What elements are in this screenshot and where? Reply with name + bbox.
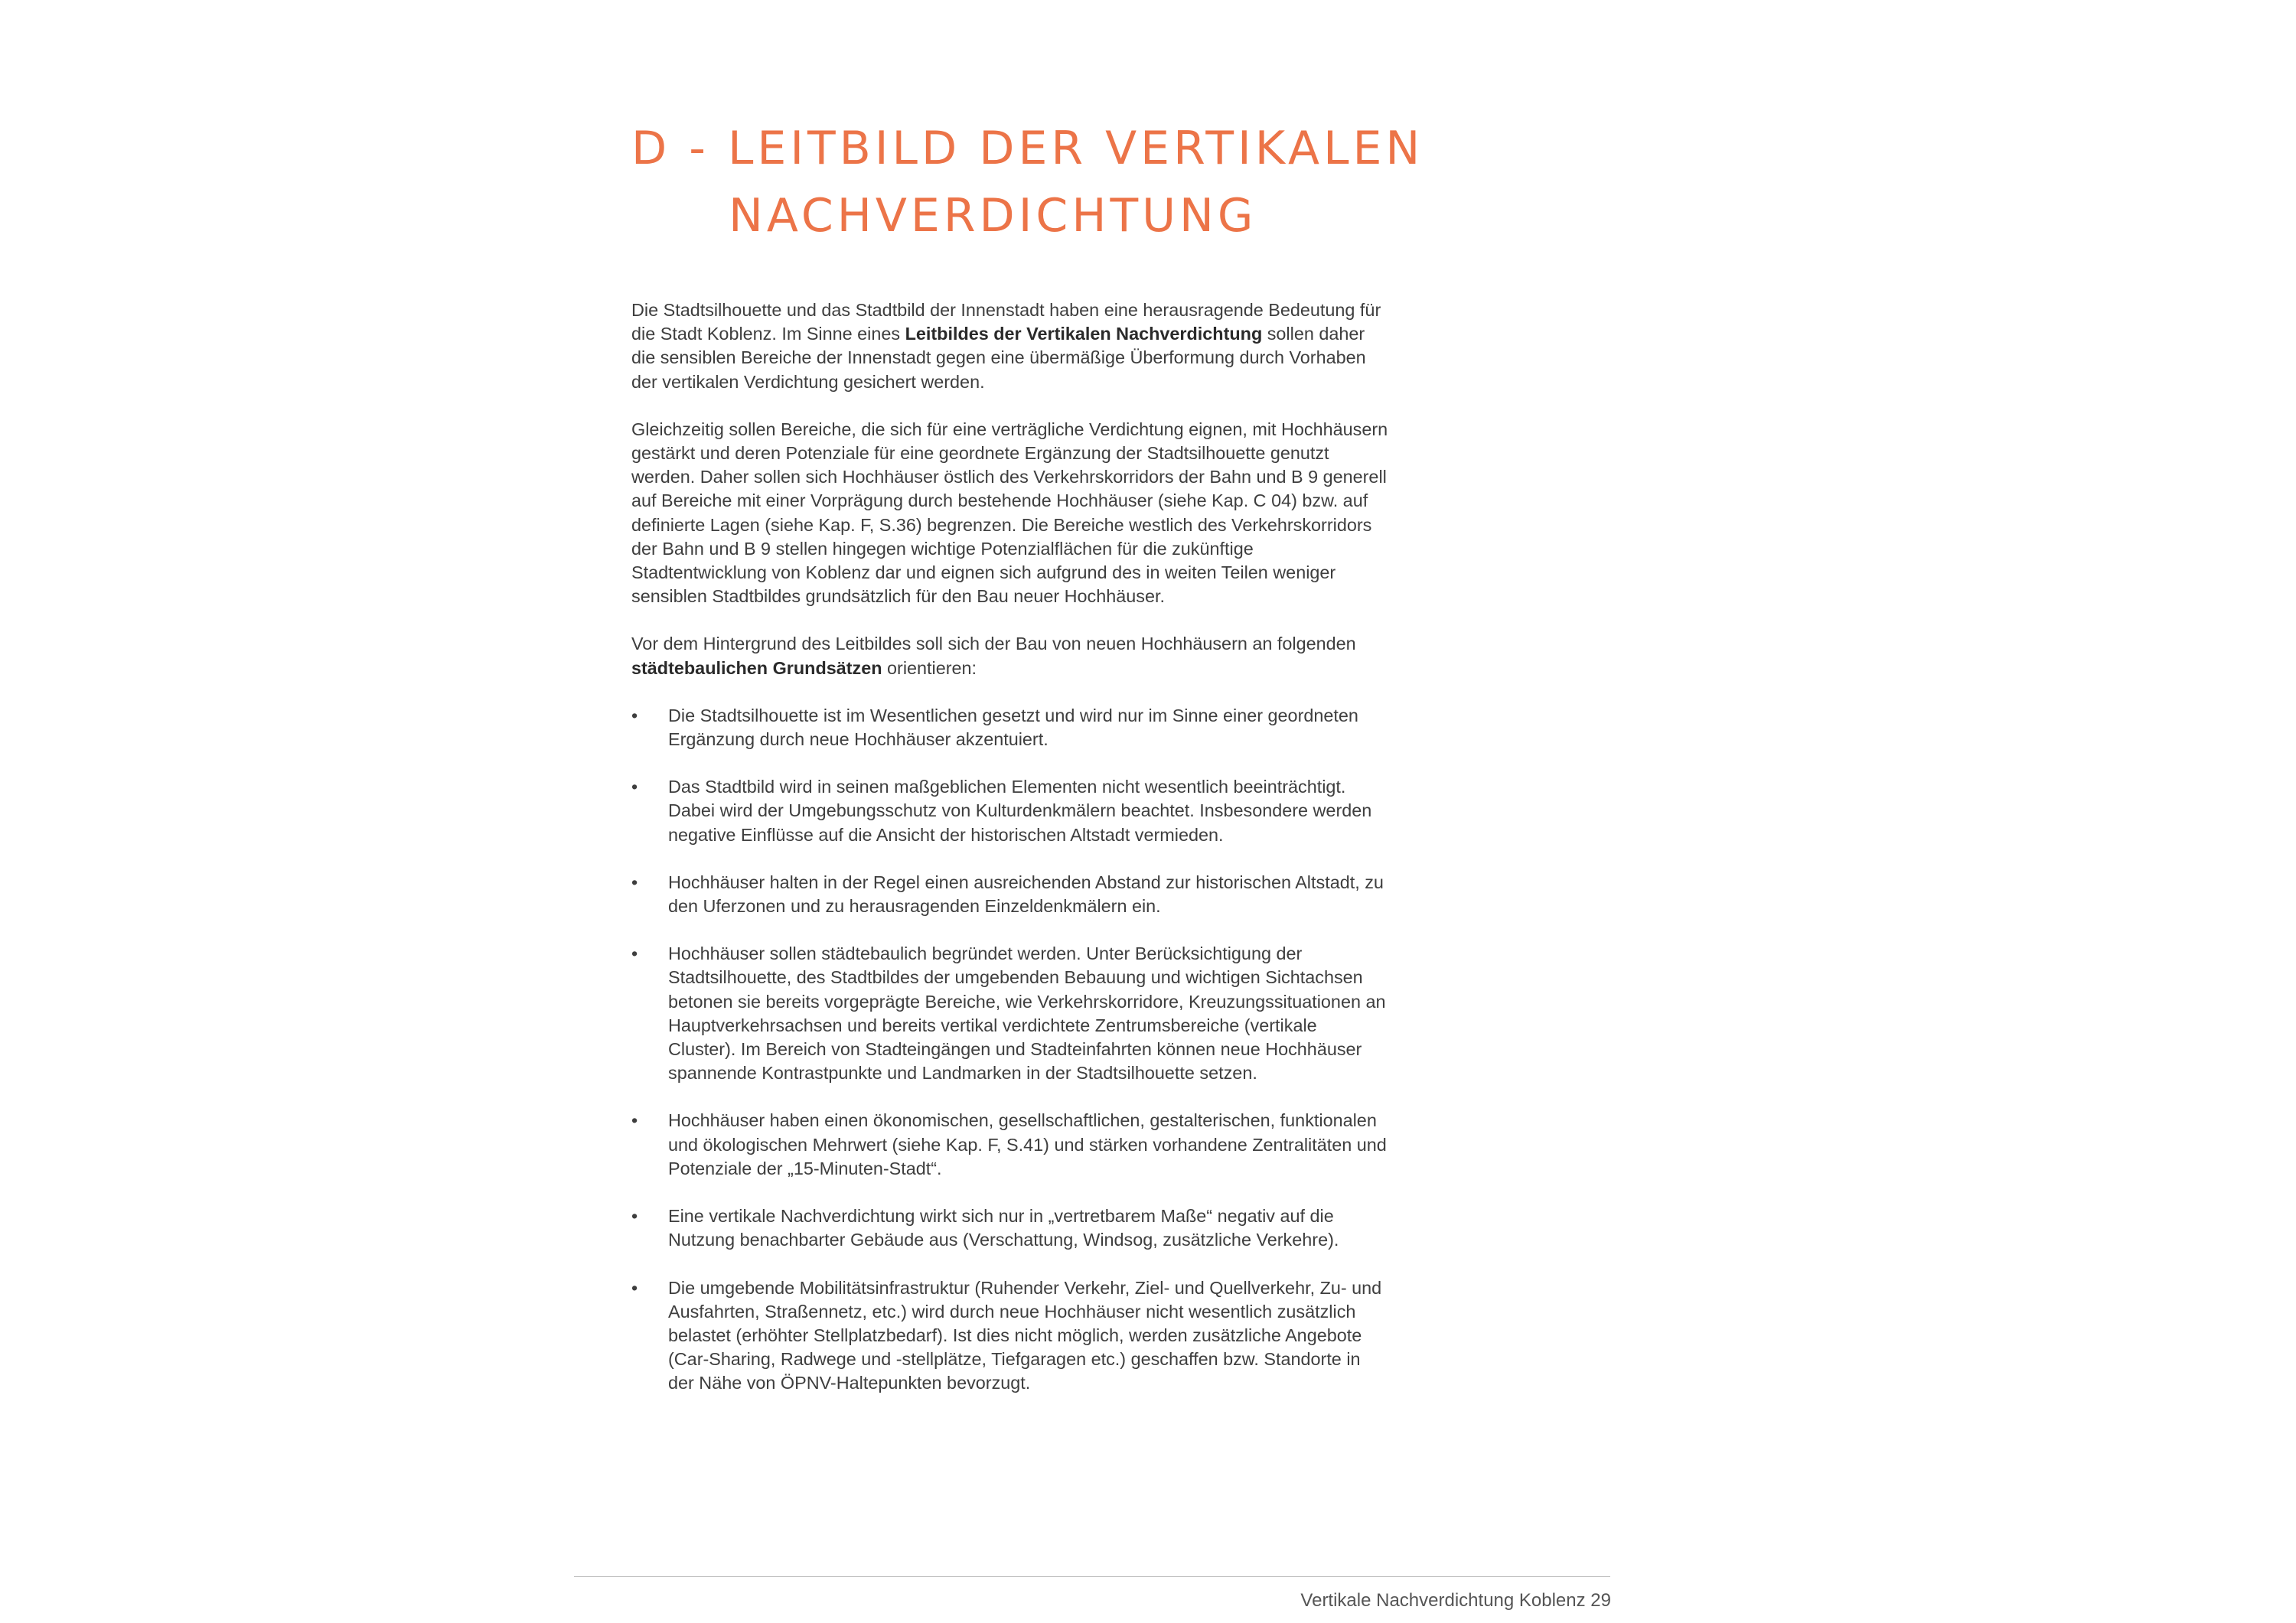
bullet-icon: • <box>631 943 638 964</box>
bullet-icon: • <box>631 872 638 892</box>
list-item <box>631 1276 1389 1396</box>
page-title <box>631 115 1703 249</box>
page-title-line-1: D - LEITBILD DER VERTIKALEN <box>631 122 1424 175</box>
paragraph-principles-intro <box>631 632 1389 680</box>
list-item-text: Hochhäuser sollen städtebaulich begründet werden. Unter Berücksichtigung der Stadtsilhouette, des Stadtbildes der umgebenden Bebauung und wichtigen Sichtachsen betonen sie bereits vorgeprägte Bereiche, wie Verkehrskorridore, Kreuzungssituationen an Hauptverkehrsachsen und bereits vertikal verdichtete Zentrumsbereiche (vertikale Cluster). Im Bereich von Stadteingängen und Stadteinfahrten können neue Hochhäuser spannende Kontrastpunkte und Landmarken in der Stadtsilhouette setzen. <box>668 943 1386 1084</box>
list-item <box>631 1204 1389 1252</box>
body-text <box>631 298 1389 1419</box>
list-item-text: Hochhäuser haben einen ökonomischen, gesellschaftlichen, gestalterischen, funktionalen und ökologischen Mehrwert (siehe Kap. F, S.41) und stärken vorhandene Zentralitäten und Potenziale der „15-Minuten-Stadt“. <box>668 1110 1387 1178</box>
list-item <box>631 942 1389 1085</box>
list-item <box>631 871 1389 918</box>
paragraph-intro <box>631 298 1389 394</box>
footer-divider <box>574 1576 1610 1577</box>
list-item-text: Eine vertikale Nachverdichtung wirkt sich nur in „vertretbarem Maße“ negativ auf die Nutzung benachbarter Gebäude aus (Verschattung, Windsog, zusätzliche Verkehre). <box>668 1206 1339 1250</box>
paragraph-second: Gleichzeitig sollen Bereiche, die sich für eine verträgliche Verdichtung eignen, mit Hochhäusern gestärkt und deren Potenziale für eine geordnete Ergänzung der Stadtsilhouette genutzt werden. Daher sollen sich Hochhäuser östlich des Verkehrskorridors der Bahn und B 9 generell auf Bereiche mit einer Vorprägung durch bestehende Hochhäuser (siehe Kap. C 04) bzw. auf definierte Lagen (siehe Kap. F, S.36) begrenzen. Die Bereiche westlich des Verkehrskorridors der Bahn und B 9 stellen hingegen wichtige Potenzialflächen für die zukünftige Stadtentwicklung von Koblenz dar und eignen sich aufgrund des in weiten Teilen weniger sensiblen Stadtbildes grundsätzlich für den Bau neuer Hochhäuser. <box>631 419 1388 607</box>
list-item <box>631 775 1389 847</box>
bullet-icon: • <box>631 1110 638 1131</box>
paragraph-intro-text-1: Die Stadtsilhouette und das Stadtbild der Innenstadt haben eine herausragende Bedeutung für die Stadt Koblenz. Im Sinne eines <box>631 300 1381 344</box>
bullet-icon: • <box>631 1206 638 1227</box>
paragraph-intro-text-2: sollen daher die sensiblen Bereiche der Innenstadt gegen eine übermäßige Überformung durch Vorhaben der vertikalen Verdichtung gesichert werden. <box>631 324 1366 392</box>
paragraph-principles-text-2: orientieren: <box>882 657 977 678</box>
list-item <box>631 704 1389 751</box>
page-footer: Vertikale Nachverdichtung Koblenz 29 <box>1300 1590 1611 1611</box>
bullet-icon: • <box>631 777 638 797</box>
list-item-text: Hochhäuser halten in der Regel einen ausreichenden Abstand zur historischen Altstadt, zu den Uferzonen und zu herausragenden Einzeldenkmälern ein. <box>668 872 1384 917</box>
principles-list <box>631 704 1389 1396</box>
bullet-icon: • <box>631 705 638 725</box>
list-item <box>631 1109 1389 1181</box>
list-item-text: Die Stadtsilhouette ist im Wesentlichen gesetzt und wird nur im Sinne einer geordneten Ergänzung durch neue Hochhäuser akzentuiert. <box>668 705 1358 750</box>
paragraph-principles-bold: städtebaulichen Grundsätzen <box>631 657 882 678</box>
page-title-line-2: NACHVERDICHTUNG <box>729 189 1257 243</box>
bullet-icon: • <box>631 1277 638 1298</box>
paragraph-principles-text-1: Vor dem Hintergrund des Leitbildes soll sich der Bau von neuen Hochhäusern an folgenden <box>631 634 1356 654</box>
list-item-text: Die umgebende Mobilitätsinfrastruktur (Ruhender Verkehr, Ziel- und Quellverkehr, Zu- und Ausfahrten, Straßennetz, etc.) wird durch neue Hochhäuser nicht wesentlich zusätzlich belastet (erhöhter Stellplatzbedarf). Ist dies nicht möglich, werden zusätzliche Angebote (Car-Sharing, Radwege und -stellplätze, Tiefgaragen etc.) geschaffen bzw. Standorte in der Nähe von ÖPNV-Haltepunkten bevorzugt. <box>668 1277 1382 1393</box>
list-item-text: Das Stadtbild wird in seinen maßgeblichen Elementen nicht wesentlich beeinträchtigt. Dabei wird der Umgebungsschutz von Kulturdenkmälern beachtet. Insbesondere werden negative Einflüsse auf die Ansicht der historischen Altstadt vermieden. <box>668 777 1372 845</box>
paragraph-intro-bold: Leitbildes der Vertikalen Nachverdichtung <box>905 324 1263 344</box>
